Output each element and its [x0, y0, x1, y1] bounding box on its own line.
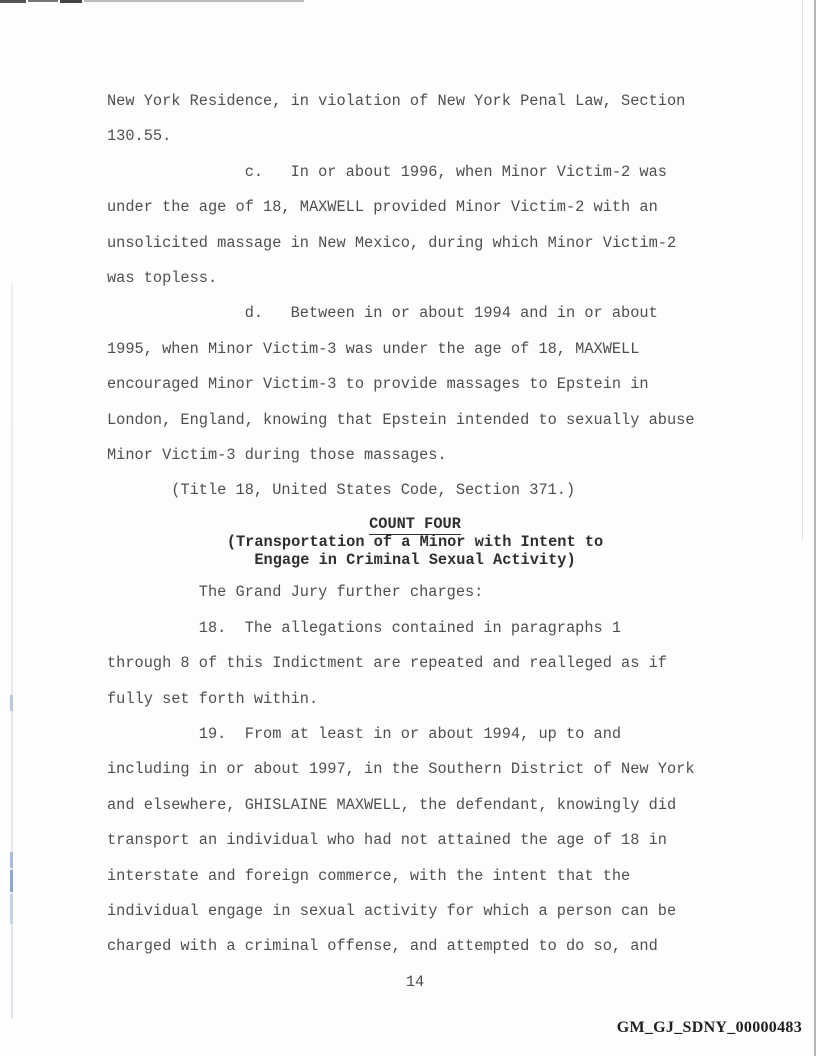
document-line: including in or about 1997, in the Southern District of New York: [107, 760, 695, 779]
document-line: New York Residence, in violation of New York Penal Law, Section: [107, 92, 686, 110]
scan-artifact-top-edge: [28, 0, 58, 2]
document-line: transport an individual who had not attained the age of 18 in: [107, 831, 667, 850]
document-line: charged with a criminal offense, and attempted to do so, and: [107, 937, 658, 956]
document-line: c. In or about 1996, when Minor Victim-2 was: [107, 162, 667, 181]
scan-artifact-top-edge: [60, 0, 82, 3]
scan-artifact-top-edge: [0, 0, 26, 3]
document-line: Minor Victim-3 during those massages.: [107, 445, 447, 464]
document-line: 18. The allegations contained in paragraphs 1: [107, 618, 622, 637]
count-heading-title: COUNT FOUR: [369, 515, 461, 535]
count-four-heading: [107, 515, 723, 570]
document-line: fully set forth within.: [107, 689, 319, 708]
scan-artifact-left-edge-mark: [10, 695, 13, 711]
count-heading-subtitle-line1: (Transportation of a Minor with Intent to: [226, 533, 604, 552]
document-line: 1995, when Minor Victim-3 was under the age of 18, MAXWELL: [107, 339, 640, 358]
scan-artifact-left-edge-mark: [10, 870, 13, 892]
document-line: The Grand Jury further charges:: [107, 583, 484, 602]
count-heading-title-line: [107, 515, 723, 533]
scan-artifact-top-edge: [84, 0, 304, 2]
document-line: under the age of 18, MAXWELL provided Minor Victim-2 with an: [107, 198, 658, 217]
document-line: 19. From at least in or about 1994, up to and: [107, 725, 622, 743]
document-line: and elsewhere, GHISLAINE MAXWELL, the defendant, knowingly did: [107, 795, 677, 814]
scan-artifact-right-edge-faint: [802, 0, 803, 540]
document-line: d. Between in or about 1994 and in or about: [107, 304, 658, 323]
document-line: unsolicited massage in New Mexico, during which Minor Victim-2: [107, 233, 677, 252]
bates-number: GM_GJ_SDNY_00000483: [616, 1019, 802, 1036]
document-line: interstate and foreign commerce, with the intent that the: [107, 866, 631, 885]
page-number: 14: [405, 972, 425, 991]
document-line: London, England, knowing that Epstein intended to sexually abuse: [107, 410, 695, 429]
scan-artifact-left-edge-mark: [10, 852, 13, 868]
count-heading-subtitle-line2: Engage in Criminal Sexual Activity): [254, 551, 576, 570]
document-line: through 8 of this Indictment are repeated and realleged as if: [107, 654, 667, 673]
document-body: [107, 84, 723, 1000]
document-line: 130.55.: [107, 127, 172, 146]
document-line-title-citation: (Title 18, United States Code, Section 371.): [107, 481, 576, 500]
document-line: encouraged Minor Victim-3 to provide massages to Epstein in: [107, 375, 649, 394]
document-line: was topless.: [107, 268, 218, 287]
scan-artifact-left-edge-mark: [10, 894, 13, 924]
document-line: individual engage in sexual activity for which a person can be: [107, 901, 677, 920]
scan-artifact-left-edge-line: [11, 283, 13, 1018]
